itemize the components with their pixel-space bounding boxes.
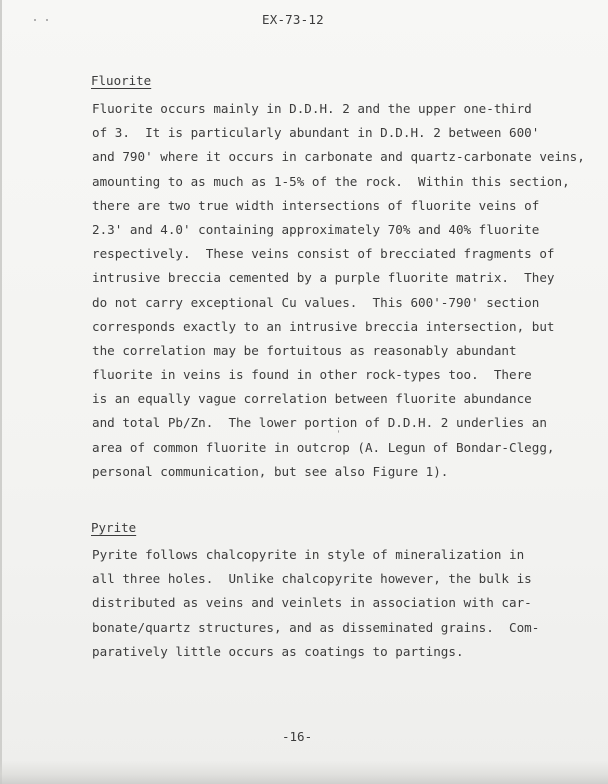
text-line: and total Pb/Zn. The lower portion of D.D.H. 2 underlies an xyxy=(92,415,547,431)
text-line: personal communication, but see also Figure 1). xyxy=(92,463,449,479)
text-line: respectively. These veins consist of brecciated fragments of xyxy=(92,246,555,262)
text-line: is an equally vague correlation between fluorite abundance xyxy=(92,391,532,407)
scan-bottom-edge xyxy=(0,760,608,784)
scan-speck xyxy=(34,19,36,21)
document-id: EX-73-12 xyxy=(262,12,324,27)
text-line: paratively little occurs as coatings to partings. xyxy=(92,643,464,659)
text-line: distributed as veins and veinlets in association with car- xyxy=(92,595,532,611)
section-title-fluorite: Fluorite xyxy=(91,73,152,88)
page-edge xyxy=(0,0,2,784)
text-line: of 3. It is particularly abundant in D.D.H. 2 between 600' xyxy=(92,125,540,141)
paragraph-fluorite xyxy=(92,97,585,484)
text-line: all three holes. Unlike chalcopyrite however, the bulk is xyxy=(92,571,532,587)
text-line: Pyrite follows chalcopyrite in style of mineralization in xyxy=(92,547,525,562)
text-line: do not carry exceptional Cu values. This 600'-790' section xyxy=(92,294,540,310)
paragraph-pyrite xyxy=(92,543,539,664)
section-title-pyrite: Pyrite xyxy=(91,520,137,535)
text-line: and 790' where it occurs in carbonate and quartz-carbonate veins, xyxy=(92,149,585,165)
text-line: corresponds exactly to an intrusive breccia intersection, but xyxy=(92,318,555,334)
text-line: 2.3' and 4.0' containing approximately 70% and 40% fluorite xyxy=(92,221,540,237)
text-line: the correlation may be fortuitous as reasonably abundant xyxy=(92,342,517,358)
text-line: Fluorite occurs mainly in D.D.H. 2 and the upper one-third xyxy=(92,101,532,116)
text-line: fluorite in veins is found in other rock-types too. There xyxy=(92,367,532,383)
text-line: bonate/quartz structures, and as disseminated grains. Com- xyxy=(92,619,540,635)
text-line: area of common fluorite in outcrop (A. Legun of Bondar-Clegg, xyxy=(92,439,555,455)
text-line: intrusive breccia cemented by a purple fluorite matrix. They xyxy=(92,270,555,286)
text-line: amounting to as much as 1-5% of the rock. Within this section, xyxy=(92,173,570,189)
scan-speck xyxy=(46,19,48,21)
text-line: there are two true width intersections of fluorite veins of xyxy=(92,197,540,213)
page-number: -16- xyxy=(282,729,313,744)
